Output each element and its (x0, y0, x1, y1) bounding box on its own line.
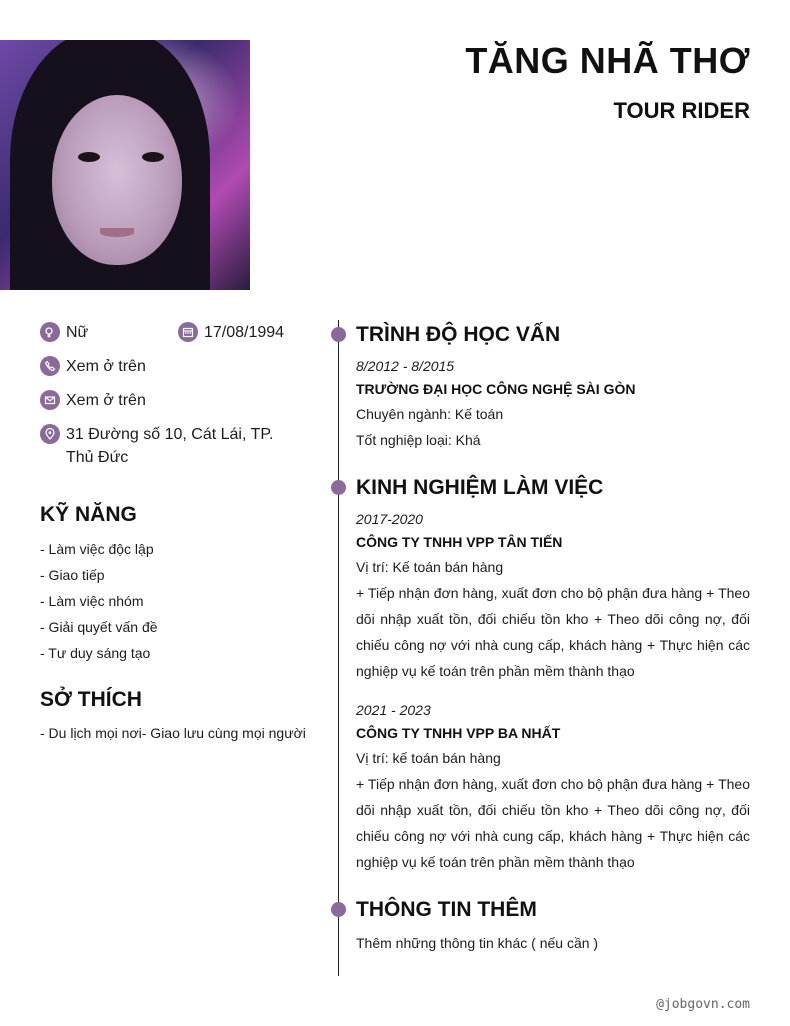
education-heading: TRÌNH ĐỘ HỌC VẤN (356, 323, 561, 346)
job-period: 2017-2020 (356, 511, 423, 527)
job-period: 2021 - 2023 (356, 702, 431, 718)
hobbies-heading: SỞ THÍCH (40, 688, 142, 711)
timeline-line (338, 320, 339, 976)
phone-row (40, 355, 146, 378)
photo-eye-right (142, 152, 164, 162)
photo-face (52, 95, 182, 265)
timeline-dot-experience (331, 480, 346, 495)
gender-value: Nữ (66, 324, 89, 341)
school-name: TRƯỜNG ĐẠI HỌC CÔNG NGHỆ SÀI GÒN (356, 381, 636, 397)
gender-icon (40, 322, 60, 342)
address-value: 31 Đường số 10, Cát Lái, TP. Thủ Đức (66, 426, 274, 466)
extra-info-text: Thêm những thông tin khác ( nếu cần ) (356, 935, 599, 951)
gender-row (40, 321, 88, 344)
skill-item: - Giải quyết vấn đề (40, 619, 158, 635)
location-pin-icon (40, 424, 60, 444)
skill-item: - Làm việc nhóm (40, 593, 144, 609)
skills-list (40, 540, 158, 670)
education-major: Chuyên ngành: Kế toán (356, 406, 504, 422)
experience-heading: KINH NGHIỆM LÀM VIỆC (356, 476, 604, 499)
education-grade: Tốt nghiệp loại: Khá (356, 432, 481, 448)
education-period: 8/2012 - 8/2015 (356, 358, 455, 374)
skill-item: - Làm việc độc lập (40, 541, 154, 557)
timeline-dot-education (331, 327, 346, 342)
photo-eye-left (78, 152, 100, 162)
job-title: TOUR RIDER (613, 98, 750, 123)
job-position: Vị trí: kế toán bán hàng (356, 750, 501, 766)
birthdate-value: 17/08/1994 (204, 324, 285, 341)
job-company: CÔNG TY TNHH VPP TÂN TIẾN (356, 534, 563, 550)
phone-value: Xem ở trên (66, 358, 146, 375)
phone-icon (40, 356, 60, 376)
extra-info-heading: THÔNG TIN THÊM (356, 898, 537, 921)
timeline-dot-extra (331, 902, 346, 917)
job-description: + Tiếp nhận đơn hàng, xuất đơn cho bộ phận đưa hàng + Theo dõi nhập xuất tồn, đối chiếu tồn kho + Theo dõi công nợ, đối chiếu công nợ với nhà cung cấp, khách hàng + Thực hiện các nghiệp vụ kế toán trên phần mềm thành thạo (356, 585, 750, 679)
candidate-name: TĂNG NHÃ THƠ (465, 40, 750, 81)
hobbies-text: - Du lịch mọi nơi- Giao lưu cùng mọi người (40, 725, 306, 741)
job-company: CÔNG TY TNHH VPP BA NHẤT (356, 725, 561, 741)
job-description: + Tiếp nhận đơn hàng, xuất đơn cho bộ phận đưa hàng + Theo dõi nhập xuất tồn, đối chiếu tồn kho + Theo dõi công nợ, đối chiếu công nợ với nhà cung cấp, khách hàng + Thực hiện các nghiệp vụ kế toán trên phần mềm thành thạo (356, 776, 750, 870)
skill-item: - Giao tiếp (40, 567, 105, 583)
address-row (40, 423, 305, 469)
birthdate-row (178, 321, 284, 344)
email-value: Xem ở trên (66, 392, 146, 409)
photo-mouth (100, 228, 134, 237)
job-position: Vị trí: Kế toán bán hàng (356, 559, 504, 575)
profile-photo (0, 40, 250, 290)
email-row (40, 389, 146, 412)
footer-watermark: @jobgovn.com (656, 997, 750, 1012)
calendar-icon (178, 322, 198, 342)
skill-item: - Tư duy sáng tạo (40, 645, 151, 661)
skills-heading: KỸ NĂNG (40, 503, 137, 526)
email-icon (40, 390, 60, 410)
